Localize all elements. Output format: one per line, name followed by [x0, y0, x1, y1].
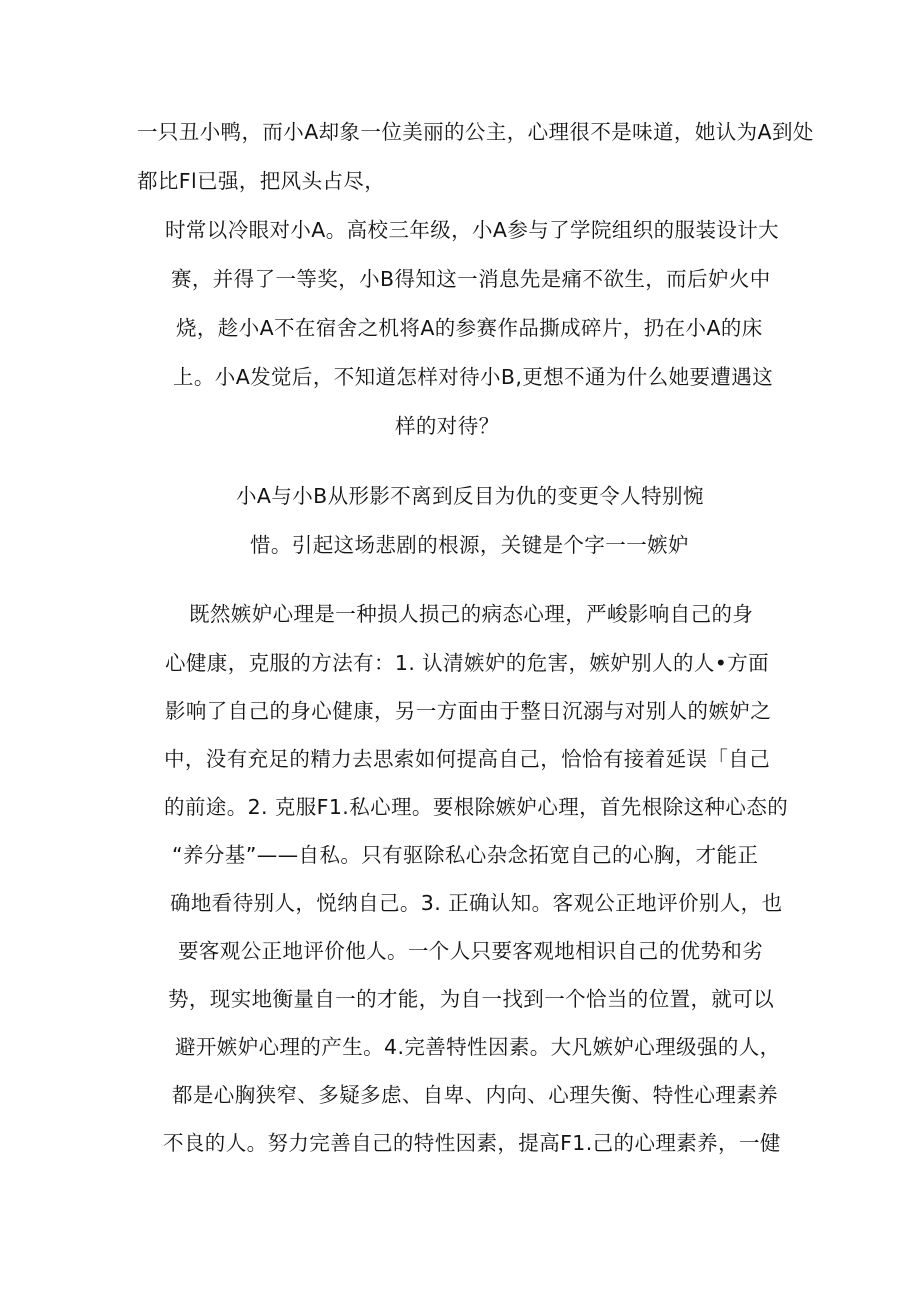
text-line: 一只丑小鸭，而小A却象一位美丽的公主，心理很不是味道，她认为A到处: [137, 120, 814, 144]
text-line: “养分基”——自私。只有驱除私心杂念拓宽自己的心胸，才能正: [172, 843, 759, 867]
text-line: 确地看待别人，悦纳自己。3. 正确认知。客观公正地评价别人，也: [170, 891, 783, 915]
text-line: 不良的人。努力完善自己的特性因素，提高F1.己的心理素养，一健: [163, 1131, 781, 1155]
text-line: 的前途。2. 克服F1.私心理。要根除嫉妒心理，首先根除这种心态的: [164, 795, 789, 819]
text-line: 避开嫉妒心理的产生。4.完善特性因素。大凡嫉妒心理级强的人，: [175, 1035, 781, 1059]
text-line: 都比Fl已强，把风头占尽，: [137, 169, 386, 193]
text-line: 既然嫉妒心理是一种损人损己的病态心理，严峻影响自己的身: [189, 602, 754, 626]
text-line: 赛，并得了一等奖，小B得知这一消息先是痛不欲生，而后妒火中: [171, 267, 771, 291]
text-line: 小A与小B从形影不离到反目为仇的变更令人特别惋: [236, 484, 704, 508]
text-line: 样的对待？: [395, 414, 500, 438]
text-line: 上。小A发觉后，不知道怎样对待小B,更想不通为什么她要遭遇这: [173, 365, 774, 389]
text-line: 要客观公正地评价他人。一个人只要客观地相识自己的优势和劣: [178, 939, 764, 963]
text-line: 都是心胸狭窄、多疑多虑、自卑、内向、心理失衡、特性心理素养: [172, 1083, 779, 1107]
text-line: 心健康，克服的方法有：1. 认清嫉妒的危害，嫉妒别人的人•方面: [165, 651, 770, 675]
text-line: 烧，趁小A不在宿舍之机将A的参赛作品撕成碎片，扔在小A的床: [176, 316, 763, 340]
text-line: 中，没有充足的精力去思索如何提高自己，恰恰有接着延误「自己: [164, 747, 771, 771]
text-line: 时常以冷眼对小A。高校三年级，小A参与了学院组织的服装设计大: [165, 218, 780, 242]
text-line: 影响了自己的身心健康，另一方面由于整日沉溺与对别人的嫉妒之: [165, 699, 772, 723]
text-line: 惜。引起这场悲剧的根源，关键是个字一一嫉妒: [250, 533, 689, 557]
text-line: 势，现实地衡量自一的才能，为自一找到一个恰当的位置，就可以: [168, 987, 775, 1011]
